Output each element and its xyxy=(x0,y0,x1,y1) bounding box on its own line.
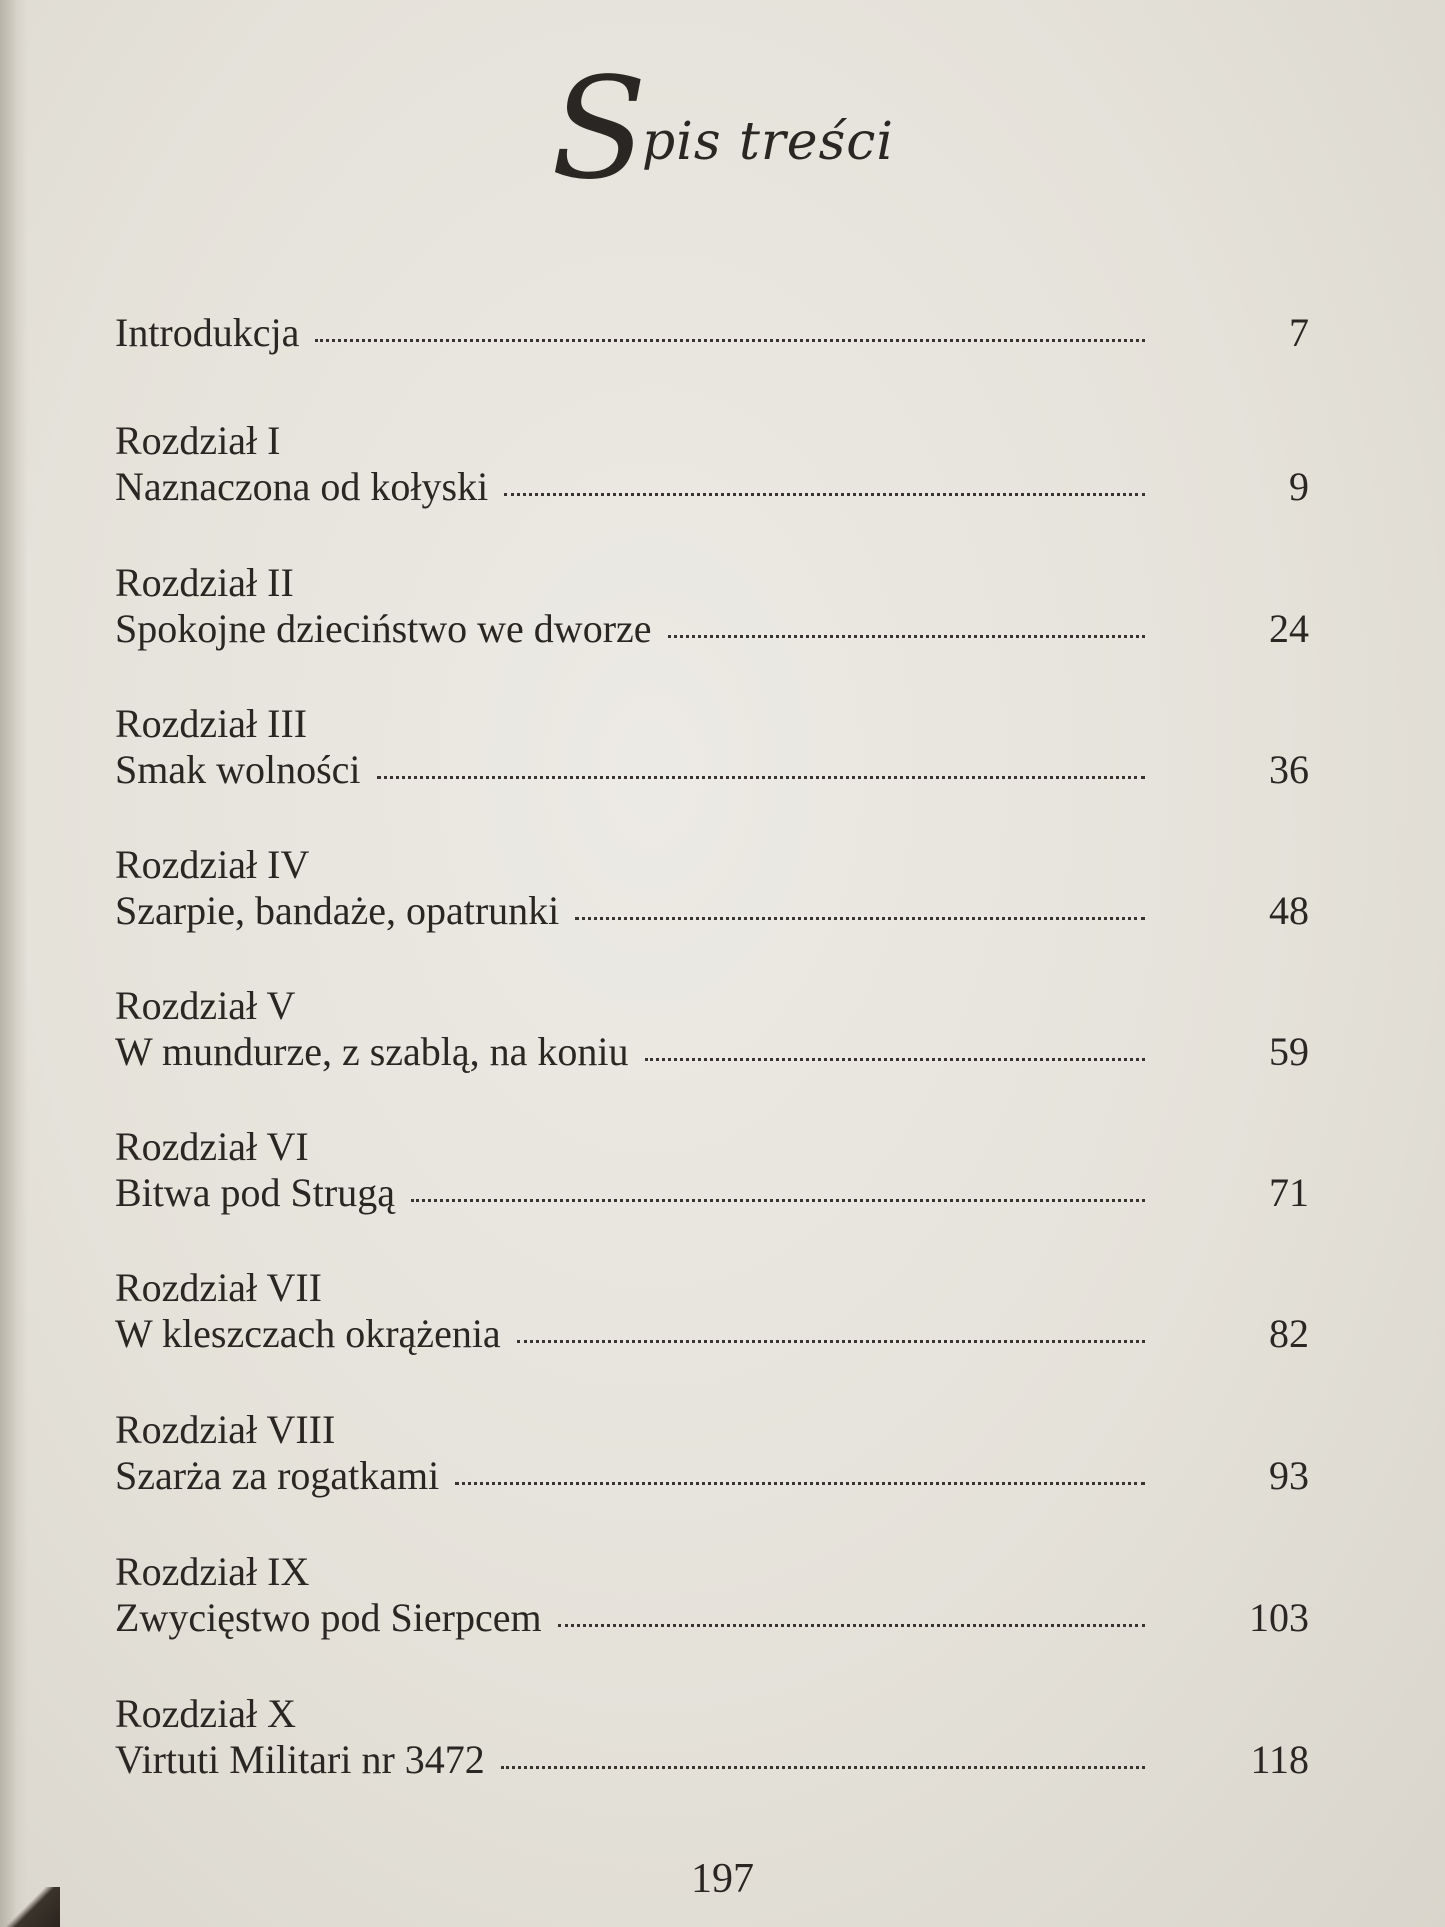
toc-entry-chapter-3 xyxy=(115,701,1315,842)
chapter-label: Rozdział VIII xyxy=(115,1407,336,1452)
dot-leader xyxy=(504,493,1145,496)
toc-entry-title: Szarpie, bandaże, opatrunki xyxy=(115,888,560,933)
toc-page-number: 9 xyxy=(1289,464,1309,509)
toc-entry-chapter-6 xyxy=(115,1124,1315,1265)
dot-leader xyxy=(501,1766,1145,1769)
chapter-label: Rozdział I xyxy=(115,418,281,463)
toc-entry-title: W kleszczach okrążenia xyxy=(115,1311,501,1356)
toc-entry-chapter-9 xyxy=(115,1549,1315,1691)
toc-row xyxy=(115,1311,1315,1359)
toc-row xyxy=(115,606,1315,654)
toc-row xyxy=(115,888,1315,936)
chapter-label: Rozdział IX xyxy=(115,1549,310,1594)
toc-entry-title: Bitwa pod Strugą xyxy=(115,1170,395,1215)
toc-row xyxy=(115,1170,1315,1218)
toc-entry-chapter-2 xyxy=(115,560,1315,701)
toc-entry-chapter-7 xyxy=(115,1265,1315,1407)
dot-leader xyxy=(315,339,1145,342)
chapter-label: Rozdział IV xyxy=(115,842,310,887)
toc-page-number: 93 xyxy=(1269,1453,1309,1498)
page-number: 197 xyxy=(691,1856,754,1902)
toc-entry-chapter-5 xyxy=(115,983,1315,1124)
toc-page-number: 118 xyxy=(1250,1737,1309,1782)
toc-entry-title: Szarża za rogatkami xyxy=(115,1453,440,1498)
toc-row xyxy=(115,464,1315,512)
chapter-label: Rozdział II xyxy=(115,560,294,605)
binding-shadow xyxy=(0,0,28,1927)
toc-entry-title: Naznaczona od kołyski xyxy=(115,464,489,509)
dot-leader xyxy=(645,1058,1145,1061)
chapter-label: Rozdział VII xyxy=(115,1265,322,1310)
toc-page-number: 59 xyxy=(1269,1029,1309,1074)
toc-entry-title: Zwycięstwo pod Sierpcem xyxy=(115,1595,542,1640)
toc-entry-title: Virtuti Militari nr 3472 xyxy=(115,1737,485,1782)
dot-leader xyxy=(377,776,1145,779)
chapter-label: Rozdział V xyxy=(115,983,296,1028)
toc-entry-chapter-4 xyxy=(115,842,1315,983)
title-dropcap: S xyxy=(550,48,648,211)
chapter-label: Rozdział X xyxy=(115,1691,297,1736)
toc-page-number: 7 xyxy=(1289,310,1309,355)
toc-entry-title: Introdukcja xyxy=(115,310,300,355)
table-of-contents xyxy=(115,300,1315,1833)
toc-entry-title: W mundurze, z szablą, na koniu xyxy=(115,1029,629,1074)
chapter-label: Rozdział III xyxy=(115,701,308,746)
toc-row xyxy=(115,1737,1315,1785)
toc-row xyxy=(115,1595,1315,1643)
dot-leader xyxy=(455,1482,1145,1485)
toc-entry-chapter-10 xyxy=(115,1691,1315,1833)
toc-entry-title: Spokojne dzieciństwo we dworze xyxy=(115,606,652,651)
dot-leader xyxy=(558,1624,1145,1627)
toc-page-number: 103 xyxy=(1249,1595,1309,1640)
title-rest: pis treści xyxy=(641,112,895,172)
toc-row xyxy=(115,747,1315,795)
toc-entry-chapter-1 xyxy=(115,418,1315,560)
page-title xyxy=(0,48,1445,211)
dot-leader xyxy=(517,1340,1145,1343)
toc-entry-title: Smak wolności xyxy=(115,747,361,792)
dot-leader xyxy=(411,1199,1145,1202)
toc-row xyxy=(115,1029,1315,1077)
dot-leader xyxy=(668,635,1145,638)
toc-page-number: 71 xyxy=(1269,1170,1309,1215)
toc-page-number: 82 xyxy=(1269,1311,1309,1356)
dot-leader xyxy=(575,917,1145,920)
toc-entry-introduction xyxy=(115,310,1315,418)
toc-page-number: 36 xyxy=(1269,747,1309,792)
toc-row xyxy=(115,1453,1315,1501)
chapter-label: Rozdział VI xyxy=(115,1124,309,1169)
toc-entry-chapter-8 xyxy=(115,1407,1315,1549)
toc-row xyxy=(115,310,1315,358)
toc-page-number: 24 xyxy=(1269,606,1309,651)
toc-page-number: 48 xyxy=(1269,888,1309,933)
